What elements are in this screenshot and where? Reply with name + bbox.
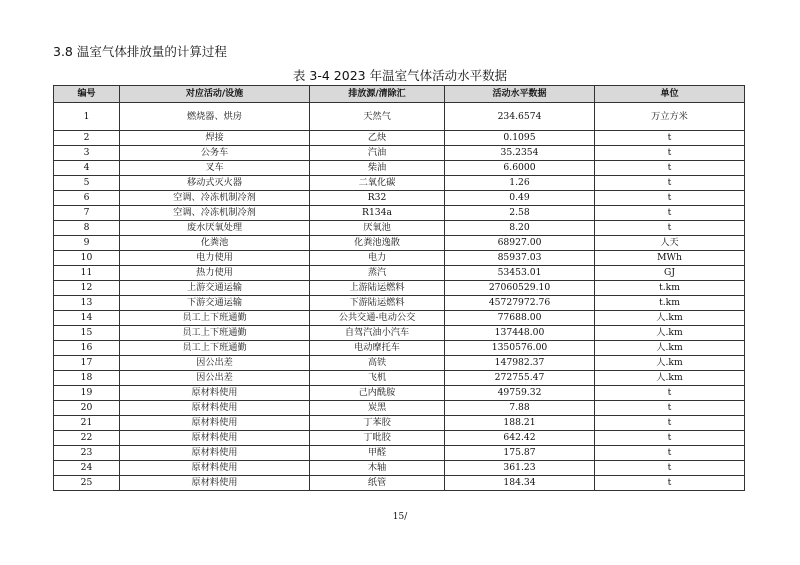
col-header-activity: 对应活动/设施 (120, 86, 310, 103)
cell-source: 木轴 (310, 461, 445, 476)
cell-unit: t (595, 206, 745, 221)
cell-value: 0.1095 (445, 131, 595, 146)
table-row (54, 266, 745, 281)
table-row (54, 416, 745, 431)
cell-unit: GJ (595, 266, 745, 281)
cell-unit: t (595, 446, 745, 461)
cell-unit: t (595, 131, 745, 146)
cell-activity: 叉车 (120, 161, 310, 176)
cell-activity: 上游交通运输 (120, 281, 310, 296)
cell-activity: 空调、冷冻机制冷剂 (120, 206, 310, 221)
table-row (54, 251, 745, 266)
cell-value: 1.26 (445, 176, 595, 191)
table-row (54, 431, 745, 446)
cell-value: 53453.01 (445, 266, 595, 281)
cell-activity: 电力使用 (120, 251, 310, 266)
activity-data-table (53, 85, 745, 491)
cell-activity: 化粪池 (120, 236, 310, 251)
cell-activity: 员工上下班通勤 (120, 341, 310, 356)
cell-id: 3 (54, 146, 120, 161)
cell-unit: t (595, 176, 745, 191)
table-row (54, 386, 745, 401)
table-row (54, 221, 745, 236)
cell-id: 9 (54, 236, 120, 251)
cell-value: 234.6574 (445, 103, 595, 131)
table-row (54, 356, 745, 371)
cell-id: 11 (54, 266, 120, 281)
table-header-row (54, 86, 745, 103)
col-header-source: 排放源/清除汇 (310, 86, 445, 103)
table-row (54, 103, 745, 131)
cell-unit: t (595, 146, 745, 161)
cell-activity: 原材料使用 (120, 476, 310, 491)
cell-value: 45727972.76 (445, 296, 595, 311)
cell-activity: 空调、冷冻机制冷剂 (120, 191, 310, 206)
cell-source: 二氧化碳 (310, 176, 445, 191)
cell-activity: 热力使用 (120, 266, 310, 281)
table-caption: 表 3-4 2023 年温室气体活动水平数据 (292, 68, 508, 83)
table-row (54, 161, 745, 176)
cell-id: 15 (54, 326, 120, 341)
cell-activity: 因公出差 (120, 356, 310, 371)
cell-id: 7 (54, 206, 120, 221)
cell-value: 1350576.00 (445, 341, 595, 356)
cell-source: 汽油 (310, 146, 445, 161)
cell-id: 24 (54, 461, 120, 476)
cell-source: 丁吡胶 (310, 431, 445, 446)
table-row (54, 146, 745, 161)
cell-id: 1 (54, 103, 120, 131)
cell-id: 17 (54, 356, 120, 371)
cell-value: 642.42 (445, 431, 595, 446)
cell-source: 下游陆运燃料 (310, 296, 445, 311)
cell-unit: t (595, 401, 745, 416)
cell-activity: 原材料使用 (120, 416, 310, 431)
cell-value: 361.23 (445, 461, 595, 476)
cell-value: 85937.03 (445, 251, 595, 266)
col-header-unit: 单位 (595, 86, 745, 103)
cell-value: 147982.37 (445, 356, 595, 371)
cell-id: 19 (54, 386, 120, 401)
cell-unit: t (595, 461, 745, 476)
cell-activity: 下游交通运输 (120, 296, 310, 311)
table-row (54, 446, 745, 461)
cell-value: 77688.00 (445, 311, 595, 326)
cell-source: 电力 (310, 251, 445, 266)
cell-unit: t (595, 416, 745, 431)
cell-unit: 人.km (595, 371, 745, 386)
cell-source: 公共交通-电动公交 (310, 311, 445, 326)
table-row (54, 131, 745, 146)
cell-source: 化粪池逸散 (310, 236, 445, 251)
cell-unit: 人天 (595, 236, 745, 251)
cell-source: 丁苯胶 (310, 416, 445, 431)
cell-id: 8 (54, 221, 120, 236)
table-row (54, 326, 745, 341)
cell-source: 高铁 (310, 356, 445, 371)
cell-unit: 人.km (595, 356, 745, 371)
cell-activity: 原材料使用 (120, 401, 310, 416)
cell-unit: t (595, 386, 745, 401)
cell-id: 23 (54, 446, 120, 461)
table-row (54, 176, 745, 191)
cell-value: 184.34 (445, 476, 595, 491)
cell-source: R32 (310, 191, 445, 206)
cell-id: 12 (54, 281, 120, 296)
cell-activity: 原材料使用 (120, 461, 310, 476)
cell-source: 甲醛 (310, 446, 445, 461)
cell-activity: 焊接 (120, 131, 310, 146)
section-title: 3.8 温室气体排放量的计算过程 (53, 44, 227, 59)
table-row (54, 341, 745, 356)
table-row (54, 296, 745, 311)
table-row (54, 281, 745, 296)
cell-unit: t (595, 431, 745, 446)
cell-source: 厌氧池 (310, 221, 445, 236)
cell-id: 2 (54, 131, 120, 146)
table-row (54, 401, 745, 416)
cell-activity: 废水厌氧处理 (120, 221, 310, 236)
cell-value: 35.2354 (445, 146, 595, 161)
cell-activity: 燃烧器、烘房 (120, 103, 310, 131)
cell-activity: 原材料使用 (120, 431, 310, 446)
cell-id: 6 (54, 191, 120, 206)
cell-value: 272755.47 (445, 371, 595, 386)
cell-unit: MWh (595, 251, 745, 266)
cell-activity: 员工上下班通勤 (120, 311, 310, 326)
col-header-id: 编号 (54, 86, 120, 103)
cell-activity: 原材料使用 (120, 446, 310, 461)
cell-id: 20 (54, 401, 120, 416)
cell-id: 16 (54, 341, 120, 356)
cell-value: 0.49 (445, 191, 595, 206)
cell-source: 上游陆运燃料 (310, 281, 445, 296)
cell-id: 5 (54, 176, 120, 191)
table-row (54, 461, 745, 476)
cell-id: 10 (54, 251, 120, 266)
cell-unit: 万立方米 (595, 103, 745, 131)
table-row (54, 311, 745, 326)
cell-value: 27060529.10 (445, 281, 595, 296)
cell-value: 137448.00 (445, 326, 595, 341)
cell-value: 6.6000 (445, 161, 595, 176)
cell-source: 柴油 (310, 161, 445, 176)
cell-id: 25 (54, 476, 120, 491)
cell-source: 电动摩托车 (310, 341, 445, 356)
cell-id: 18 (54, 371, 120, 386)
cell-source: 己内酰胺 (310, 386, 445, 401)
table-row (54, 206, 745, 221)
cell-source: 纸管 (310, 476, 445, 491)
cell-value: 175.87 (445, 446, 595, 461)
cell-activity: 因公出差 (120, 371, 310, 386)
cell-source: 蒸汽 (310, 266, 445, 281)
cell-id: 13 (54, 296, 120, 311)
cell-value: 8.20 (445, 221, 595, 236)
table-row (54, 476, 745, 491)
table-row (54, 236, 745, 251)
table-row (54, 191, 745, 206)
cell-unit: t.km (595, 296, 745, 311)
cell-activity: 移动式灭火器 (120, 176, 310, 191)
cell-id: 14 (54, 311, 120, 326)
cell-source: 炭黑 (310, 401, 445, 416)
cell-source: 乙炔 (310, 131, 445, 146)
cell-activity: 公务车 (120, 146, 310, 161)
cell-unit: 人.km (595, 341, 745, 356)
page-number: 15/ (392, 512, 408, 522)
cell-id: 21 (54, 416, 120, 431)
cell-activity: 员工上下班通勤 (120, 326, 310, 341)
col-header-data: 活动水平数据 (445, 86, 595, 103)
cell-value: 7.88 (445, 401, 595, 416)
cell-unit: 人.km (595, 326, 745, 341)
cell-unit: t (595, 221, 745, 236)
cell-source: R134a (310, 206, 445, 221)
cell-value: 49759.32 (445, 386, 595, 401)
cell-unit: t.km (595, 281, 745, 296)
cell-activity: 原材料使用 (120, 386, 310, 401)
cell-value: 68927.00 (445, 236, 595, 251)
cell-value: 188.21 (445, 416, 595, 431)
cell-source: 飞机 (310, 371, 445, 386)
cell-id: 4 (54, 161, 120, 176)
cell-source: 自驾汽油小汽车 (310, 326, 445, 341)
table-row (54, 371, 745, 386)
cell-id: 22 (54, 431, 120, 446)
cell-unit: t (595, 191, 745, 206)
cell-unit: 人.km (595, 311, 745, 326)
cell-value: 2.58 (445, 206, 595, 221)
cell-unit: t (595, 476, 745, 491)
cell-source: 天然气 (310, 103, 445, 131)
cell-unit: t (595, 161, 745, 176)
